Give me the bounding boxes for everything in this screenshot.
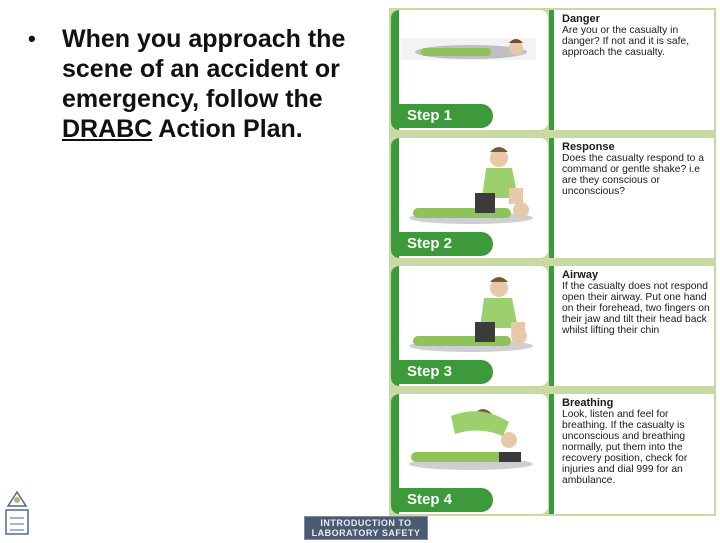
step-2-body: Does the casualty respond to a command or gentle shake? i.e are they conscious or unconscious? <box>562 153 704 197</box>
step-2-description <box>549 138 714 258</box>
step-4-description <box>549 394 714 514</box>
step-panel-1 <box>389 8 716 132</box>
step-1-body: Are you or the casualty in danger? If not and it is safe, approach the casualty. <box>562 25 690 58</box>
step-2-tab: Step 2 <box>395 232 493 256</box>
step-4-body: Look, listen and feel for breathing. If the casualty is unconscious and breathing normally, put them into the recovery position, check for injuries and dial 999 for an ambulance. <box>562 409 688 486</box>
step-4-tab: Step 4 <box>395 488 493 512</box>
drabc-acronym: DRABC <box>62 115 153 143</box>
bullet-text-after: Action Plan. <box>152 115 303 143</box>
step-3-body: If the casualty does not respond open their airway. Put one hand on their forehead, two fingers on their jaw and tilt their head back whilst lifting their chin <box>562 281 710 336</box>
step-1-tab: Step 1 <box>395 104 493 128</box>
bullet-point <box>28 24 388 144</box>
step-1-description <box>549 10 714 130</box>
step-panel-3 <box>389 264 716 388</box>
step-3-tab: Step 3 <box>395 360 493 384</box>
course-banner-line-2: LABORATORY SAFETY <box>311 528 421 538</box>
course-banner-line-1: INTRODUCTION TO <box>320 518 412 528</box>
step-2-heading: Response <box>562 141 615 153</box>
university-logo-icon <box>2 488 32 538</box>
step-3-description <box>549 266 714 386</box>
bullet-marker: • <box>28 26 36 51</box>
course-banner <box>304 516 428 540</box>
step-panel-2 <box>389 136 716 260</box>
bullet-text-before: When you approach the scene of an accident or emergency, follow the <box>62 25 346 113</box>
bullet-text <box>62 24 388 144</box>
drabc-poster <box>389 8 716 516</box>
step-4-heading: Breathing <box>562 397 614 409</box>
step-panel-4 <box>389 392 716 516</box>
step-3-heading: Airway <box>562 269 599 281</box>
step-1-heading: Danger <box>562 13 600 25</box>
